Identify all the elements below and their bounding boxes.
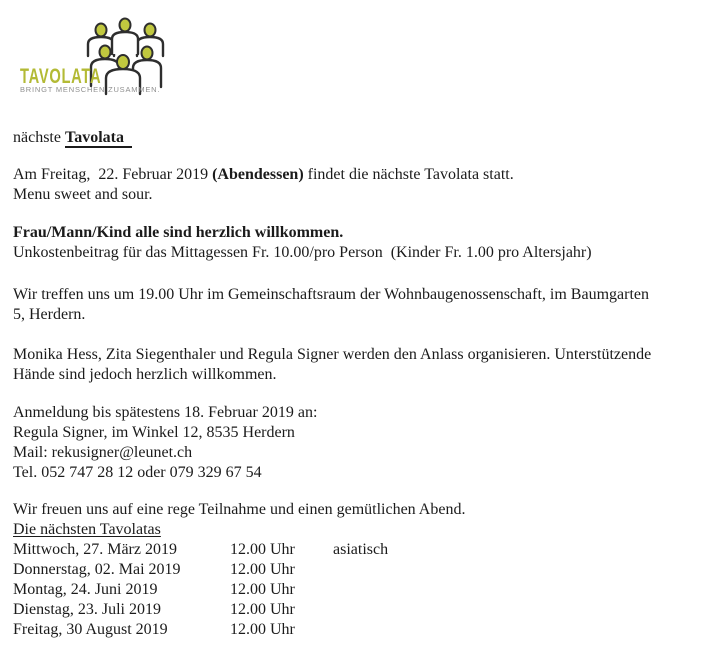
letter-body — [0, 128, 715, 640]
registration-deadline-line: Anmeldung bis spätestens 18. Februar 2019 an: — [13, 404, 318, 421]
time-cell: 12.00 Uhr — [230, 561, 295, 578]
paragraph-meeting — [13, 285, 707, 325]
date-cell: Mittwoch, 27. März 2019 — [13, 541, 177, 558]
intro-line-2: Menu sweet and sour. — [13, 186, 153, 203]
registration-address-line: Regula Signer, im Winkel 12, 8535 Herdern — [13, 424, 295, 441]
date-cell: Freitag, 30 August 2019 — [13, 621, 168, 638]
registration-phone-line: Tel. 052 747 28 12 oder 079 329 67 54 — [13, 464, 262, 481]
table-row — [13, 540, 707, 560]
date-cell: Donnerstag, 02. Mai 2019 — [13, 561, 181, 578]
time-cell: 12.00 Uhr — [230, 601, 295, 618]
registration-email-line: Mail: rekusigner@leunet.ch — [13, 444, 193, 461]
meeting-line-1: Wir treffen uns um 19.00 Uhr im Gemeinschaftsraum der Wohnbaugenossenschaft, im Baumgarten — [13, 286, 649, 303]
intro-line-1-pre: Am Freitag, 22. Februar 2019 — [13, 166, 213, 183]
time-cell: 12.00 Uhr — [230, 581, 295, 598]
intro-line-1-bold: (Abendessen) — [212, 166, 304, 183]
closing-line-1: Wir freuen uns auf eine rege Teilnahme und einen gemütlichen Abend. — [13, 501, 466, 518]
table-row — [13, 600, 707, 620]
menu-cell — [333, 560, 707, 580]
paragraph-organizers — [13, 345, 707, 385]
table-row — [13, 620, 707, 640]
paragraph-closing — [13, 500, 707, 540]
welcome-line-2: Unkostenbeitrag für das Mittagessen Fr. 10.00/pro Person (Kinder Fr. 1.00 pro Altersjahr) — [13, 244, 592, 261]
upcoming-heading: Die nächsten Tavolatas — [13, 521, 161, 538]
intro-line-1-post: findet die nächste Tavolata statt. — [303, 166, 514, 183]
time-cell: 12.00 Uhr — [230, 541, 295, 558]
organizers-line-2: Hände sind jedoch herzlich willkommen. — [13, 366, 277, 383]
title-prefix: nächste — [13, 129, 65, 146]
menu-cell — [333, 580, 707, 600]
page-title — [13, 128, 707, 148]
paragraph-intro — [13, 165, 707, 205]
menu-cell — [333, 620, 707, 640]
paragraph-registration — [13, 403, 707, 483]
logo-tagline: BRINGT MENSCHEN ZUSAMMEN. — [20, 85, 161, 94]
intro-line-1 — [13, 165, 707, 185]
date-cell: Dienstag, 23. Juli 2019 — [13, 601, 161, 618]
logo-wordmark: TAVOLATA — [20, 65, 102, 88]
upcoming-dates-table — [13, 540, 707, 640]
tavolata-logo — [20, 10, 170, 105]
date-cell: Montag, 24. Juni 2019 — [13, 581, 158, 598]
paragraph-welcome — [13, 223, 707, 263]
organizers-line-1: Monika Hess, Zita Siegenthaler und Regula Signer werden den Anlass organisieren. Unterstützende — [13, 346, 652, 363]
menu-cell: asiatisch — [333, 541, 389, 558]
table-row — [13, 560, 707, 580]
table-row — [13, 580, 707, 600]
welcome-bold-line: Frau/Mann/Kind alle sind herzlich willkommen. — [13, 224, 344, 241]
menu-cell — [333, 600, 707, 620]
title-emphasis: Tavolata — [65, 129, 132, 148]
meeting-line-2: 5, Herdern. — [13, 306, 86, 323]
time-cell: 12.00 Uhr — [230, 621, 295, 638]
